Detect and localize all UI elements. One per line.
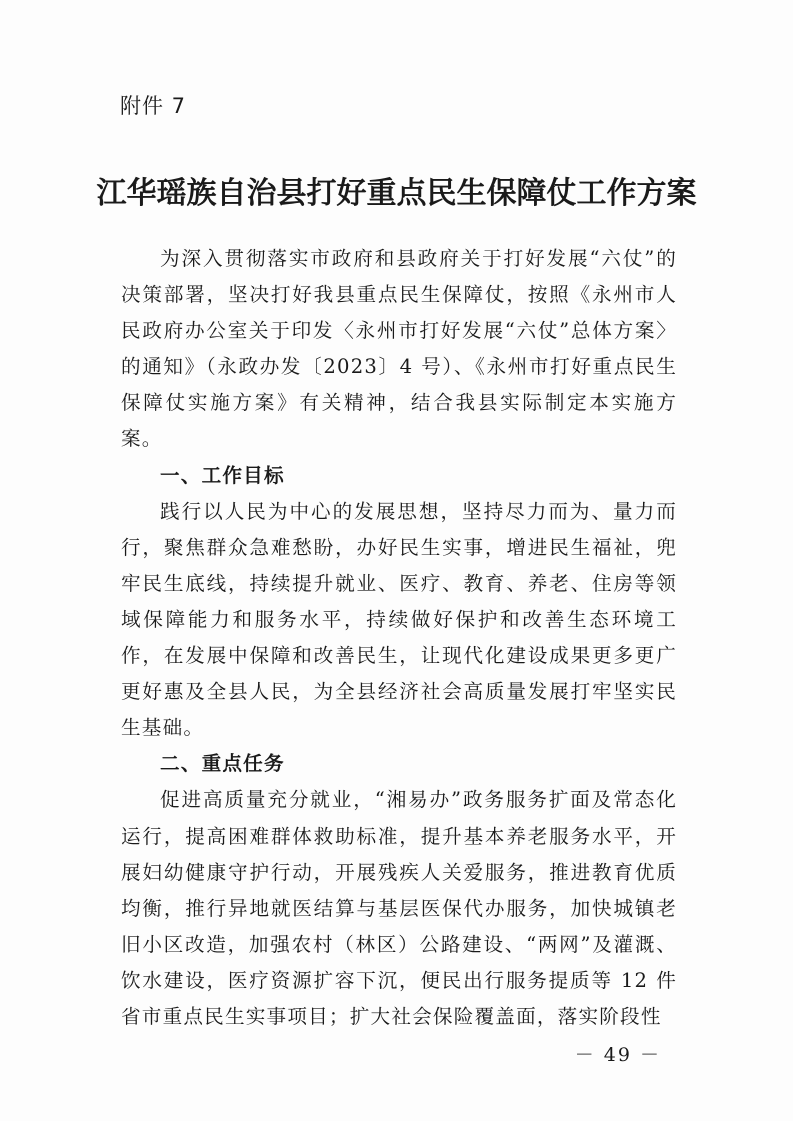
document-body <box>121 241 677 1035</box>
intro-paragraph: 为深入贯彻落实市政府和县政府关于打好发展“六仗”的决策部署，坚决打好我县重点民生保障仗，按照《永州市人民政府办公室关于印发〈永州市打好发展“六仗”总体方案〉的通知》（永政办发〔2023〕4 号）、《永州市打好重点民生保障仗实施方案》有关精神，结合我县实际制定本实施方案。 <box>121 247 677 451</box>
section-heading-goals: 一、工作目标 <box>160 463 285 487</box>
page-number: － 49 － <box>574 1044 661 1066</box>
section-heading-tasks: 二、重点任务 <box>160 752 285 776</box>
attachment-label: 附件 7 <box>120 94 187 118</box>
section-paragraph-tasks: 促进高质量充分就业，“湘易办”政务服务扩面及常态化运行，提高困难群体救助标准，提升基本养老服务水平，开展妇幼健康守护行动，开展残疾人关爱服务，推进教育优质均衡，推行异地就医结算与基层医保代办服务，加快城镇老旧小区改造，加强农村（林区）公路建设、“两网”及灌溉、饮水建设，医疗资源扩容下沉，便民出行服务提质等 12 件省市重点民生实事项目；扩大社会保险覆盖面，落实阶段性 <box>121 788 677 1028</box>
document-title: 江华瑶族自治县打好重点民生保障仗工作方案 <box>96 176 697 211</box>
section-paragraph-goals: 践行以人民为中心的发展思想，坚持尽力而为、量力而行，聚焦群众急难愁盼，办好民生实事，增进民生福祉，兜牢民生底线，持续提升就业、医疗、教育、养老、住房等领域保障能力和服务水平，持续做好保护和改善生态环境工作，在发展中保障和改善民生，让现代化建设成果更多更广更好惠及全县人民，为全县经济社会高质量发展打牢坚实民生基础。 <box>121 499 677 740</box>
